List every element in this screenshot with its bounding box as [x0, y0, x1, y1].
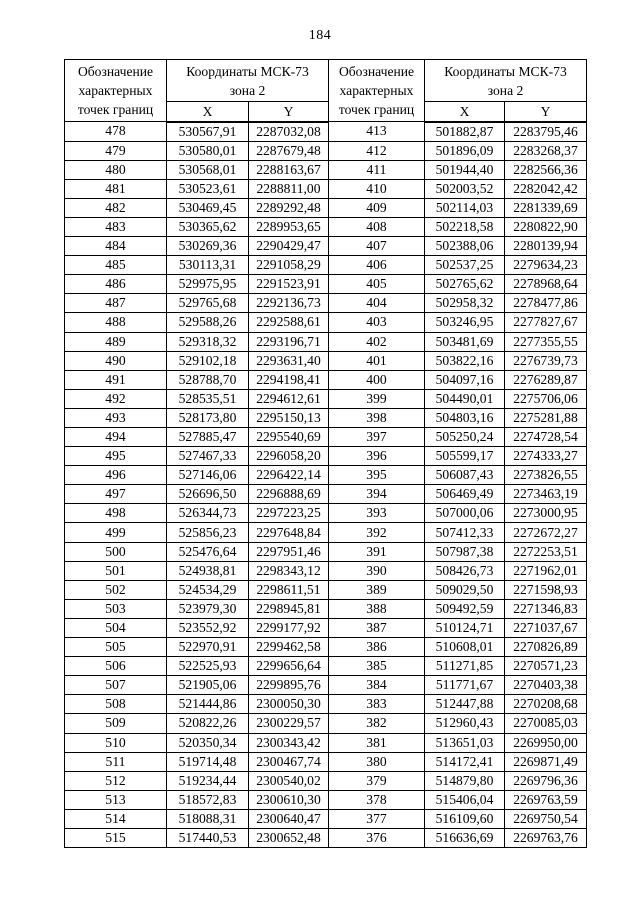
- y-value-left: 2297951,46: [249, 542, 329, 561]
- x-value-left: 530568,01: [167, 160, 249, 179]
- x-value-right: 502218,58: [425, 217, 505, 236]
- point-id-right: 401: [329, 351, 425, 370]
- y-value-right: 2281339,69: [505, 198, 587, 217]
- y-value-right: 2270826,89: [505, 638, 587, 657]
- x-value-left: 521905,06: [167, 676, 249, 695]
- y-value-left: 2300610,30: [249, 790, 329, 809]
- table-row: [65, 275, 587, 294]
- point-id-right: 398: [329, 408, 425, 427]
- point-id-right: 376: [329, 828, 425, 847]
- x-value-right: 502003,52: [425, 179, 505, 198]
- x-value-left: 530580,01: [167, 141, 249, 160]
- x-value-left: 529102,18: [167, 351, 249, 370]
- point-id-right: 407: [329, 237, 425, 256]
- y-value-left: 2296422,14: [249, 466, 329, 485]
- point-id-left: 510: [65, 733, 167, 752]
- x-value-right: 503481,69: [425, 332, 505, 351]
- y-value-right: 2272253,51: [505, 542, 587, 561]
- point-id-right: 400: [329, 370, 425, 389]
- y-value-left: 2293196,71: [249, 332, 329, 351]
- x-header-right: X: [425, 102, 505, 122]
- y-value-left: 2289292,48: [249, 198, 329, 217]
- table-row: [65, 485, 587, 504]
- table-row: [65, 542, 587, 561]
- table-row: [65, 256, 587, 275]
- y-value-right: 2274728,54: [505, 428, 587, 447]
- point-id-left: 511: [65, 752, 167, 771]
- y-value-right: 2278477,86: [505, 294, 587, 313]
- y-value-left: 2298343,12: [249, 561, 329, 580]
- point-id-left: 485: [65, 256, 167, 275]
- y-value-right: 2269871,49: [505, 752, 587, 771]
- x-value-right: 514879,80: [425, 771, 505, 790]
- point-id-left: 512: [65, 771, 167, 790]
- y-value-left: 2298611,51: [249, 580, 329, 599]
- point-id-right: 394: [329, 485, 425, 504]
- table-row: [65, 676, 587, 695]
- table-row: [65, 580, 587, 599]
- y-value-left: 2297223,25: [249, 504, 329, 523]
- y-value-right: 2283268,37: [505, 141, 587, 160]
- x-value-right: 502114,03: [425, 198, 505, 217]
- coordinates-table: [64, 59, 587, 848]
- point-id-right: 409: [329, 198, 425, 217]
- point-id-right: 402: [329, 332, 425, 351]
- point-id-right: 381: [329, 733, 425, 752]
- x-value-left: 524534,29: [167, 580, 249, 599]
- x-value-left: 526696,50: [167, 485, 249, 504]
- y-value-right: 2271962,01: [505, 561, 587, 580]
- x-value-right: 515406,04: [425, 790, 505, 809]
- x-value-right: 510608,01: [425, 638, 505, 657]
- x-value-left: 523979,30: [167, 599, 249, 618]
- x-value-left: 530113,31: [167, 256, 249, 275]
- y-value-right: 2276289,87: [505, 370, 587, 389]
- x-value-right: 508426,73: [425, 561, 505, 580]
- y-value-left: 2296058,20: [249, 447, 329, 466]
- point-id-left: 484: [65, 237, 167, 256]
- point-id-left: 497: [65, 485, 167, 504]
- point-id-right: 411: [329, 160, 425, 179]
- x-value-left: 530469,45: [167, 198, 249, 217]
- y-value-right: 2280822,90: [505, 217, 587, 236]
- table-row: [65, 198, 587, 217]
- header-line: Обозначение: [338, 64, 415, 79]
- x-value-left: 519714,48: [167, 752, 249, 771]
- x-value-left: 517440,53: [167, 828, 249, 847]
- point-id-right: 383: [329, 695, 425, 714]
- point-id-left: 481: [65, 179, 167, 198]
- x-value-right: 505250,24: [425, 428, 505, 447]
- point-id-right: 405: [329, 275, 425, 294]
- point-id-right: 393: [329, 504, 425, 523]
- x-value-right: 502388,06: [425, 237, 505, 256]
- y-value-right: 2283795,46: [505, 122, 587, 142]
- point-id-left: 513: [65, 790, 167, 809]
- header-line: зона 2: [487, 82, 524, 98]
- coord-group-header-right: [425, 60, 587, 102]
- point-id-right: 385: [329, 657, 425, 676]
- x-value-left: 522970,91: [167, 638, 249, 657]
- table-row: [65, 733, 587, 752]
- y-value-right: 2276739,73: [505, 351, 587, 370]
- y-value-left: 2299462,58: [249, 638, 329, 657]
- x-value-left: 526344,73: [167, 504, 249, 523]
- y-value-right: 2270571,23: [505, 657, 587, 676]
- x-value-right: 502537,25: [425, 256, 505, 275]
- y-value-right: 2273826,55: [505, 466, 587, 485]
- y-value-left: 2294612,61: [249, 389, 329, 408]
- y-header-right: Y: [505, 102, 587, 122]
- point-id-left: 498: [65, 504, 167, 523]
- y-value-right: 2269950,00: [505, 733, 587, 752]
- point-id-left: 480: [65, 160, 167, 179]
- header-line: характерных: [339, 83, 414, 98]
- point-id-right: 399: [329, 389, 425, 408]
- y-value-left: 2293631,40: [249, 351, 329, 370]
- point-id-right: 377: [329, 809, 425, 828]
- y-value-right: 2269796,36: [505, 771, 587, 790]
- table-row: [65, 447, 587, 466]
- y-value-left: 2294198,41: [249, 370, 329, 389]
- table-row: [65, 523, 587, 542]
- x-value-left: 525856,23: [167, 523, 249, 542]
- point-id-right: 382: [329, 714, 425, 733]
- y-value-right: 2271598,93: [505, 580, 587, 599]
- point-id-left: 489: [65, 332, 167, 351]
- x-value-right: 504490,01: [425, 389, 505, 408]
- header-line: точек границ: [77, 102, 154, 117]
- x-value-right: 505599,17: [425, 447, 505, 466]
- table-row: [65, 122, 587, 142]
- point-id-left: 488: [65, 313, 167, 332]
- x-value-left: 519234,44: [167, 771, 249, 790]
- table-row: [65, 141, 587, 160]
- y-value-right: 2269763,59: [505, 790, 587, 809]
- point-id-right: 391: [329, 542, 425, 561]
- point-id-right: 404: [329, 294, 425, 313]
- header-line: Координаты МСК-73: [444, 63, 567, 79]
- y-value-right: 2274333,27: [505, 447, 587, 466]
- y-value-left: 2300229,57: [249, 714, 329, 733]
- point-id-left: 505: [65, 638, 167, 657]
- x-value-left: 525476,64: [167, 542, 249, 561]
- point-id-left: 515: [65, 828, 167, 847]
- point-id-right: 379: [329, 771, 425, 790]
- point-id-right: 387: [329, 618, 425, 637]
- y-value-right: 2282566,36: [505, 160, 587, 179]
- y-value-right: 2279634,23: [505, 256, 587, 275]
- y-value-left: 2298945,81: [249, 599, 329, 618]
- point-id-left: 495: [65, 447, 167, 466]
- y-value-left: 2290429,47: [249, 237, 329, 256]
- x-value-right: 503822,16: [425, 351, 505, 370]
- y-value-right: 2270403,38: [505, 676, 587, 695]
- y-value-left: 2296888,69: [249, 485, 329, 504]
- y-value-left: 2295540,69: [249, 428, 329, 447]
- x-value-right: 512960,43: [425, 714, 505, 733]
- x-value-right: 502958,32: [425, 294, 505, 313]
- point-id-right: 388: [329, 599, 425, 618]
- x-value-left: 527146,06: [167, 466, 249, 485]
- y-value-right: 2272672,27: [505, 523, 587, 542]
- y-value-right: 2270208,68: [505, 695, 587, 714]
- y-value-left: 2300343,42: [249, 733, 329, 752]
- point-id-left: 491: [65, 370, 167, 389]
- x-value-right: 504097,16: [425, 370, 505, 389]
- y-value-right: 2277827,67: [505, 313, 587, 332]
- x-value-right: 507987,38: [425, 542, 505, 561]
- y-value-left: 2299656,64: [249, 657, 329, 676]
- point-id-left: 507: [65, 676, 167, 695]
- point-id-left: 500: [65, 542, 167, 561]
- y-value-left: 2287032,08: [249, 122, 329, 142]
- point-id-right: 390: [329, 561, 425, 580]
- point-id-left: 479: [65, 141, 167, 160]
- x-value-right: 503246,95: [425, 313, 505, 332]
- x-value-right: 510124,71: [425, 618, 505, 637]
- y-value-right: 2269750,54: [505, 809, 587, 828]
- point-id-left: 482: [65, 198, 167, 217]
- y-value-left: 2300540,02: [249, 771, 329, 790]
- x-value-left: 522525,93: [167, 657, 249, 676]
- point-id-right: 403: [329, 313, 425, 332]
- table-header: [65, 60, 587, 122]
- x-header-left: X: [167, 102, 249, 122]
- y-header-left: Y: [249, 102, 329, 122]
- x-value-left: 520350,34: [167, 733, 249, 752]
- table-row: [65, 389, 587, 408]
- x-value-left: 528173,80: [167, 408, 249, 427]
- y-value-right: 2277355,55: [505, 332, 587, 351]
- table-row: [65, 217, 587, 236]
- coord-group-header-left: [167, 60, 329, 102]
- table-row: [65, 294, 587, 313]
- y-value-left: 2300467,74: [249, 752, 329, 771]
- table-body: [65, 122, 587, 848]
- x-value-right: 514172,41: [425, 752, 505, 771]
- y-value-right: 2280139,94: [505, 237, 587, 256]
- y-value-left: 2295150,13: [249, 408, 329, 427]
- y-value-left: 2289953,65: [249, 217, 329, 236]
- y-value-right: 2273463,19: [505, 485, 587, 504]
- point-id-left: 504: [65, 618, 167, 637]
- point-id-right: 397: [329, 428, 425, 447]
- x-value-right: 511271,85: [425, 657, 505, 676]
- point-id-left: 493: [65, 408, 167, 427]
- point-id-right: 413: [329, 122, 425, 142]
- point-id-left: 502: [65, 580, 167, 599]
- x-value-right: 507000,06: [425, 504, 505, 523]
- table-row: [65, 313, 587, 332]
- point-id-left: 494: [65, 428, 167, 447]
- y-value-left: 2292136,73: [249, 294, 329, 313]
- y-value-left: 2288811,00: [249, 179, 329, 198]
- table-row: [65, 504, 587, 523]
- table-row: [65, 160, 587, 179]
- point-id-right: 410: [329, 179, 425, 198]
- point-id-left: 487: [65, 294, 167, 313]
- table-row: [65, 618, 587, 637]
- point-id-right: 384: [329, 676, 425, 695]
- x-value-right: 511771,67: [425, 676, 505, 695]
- point-label-header-right: [329, 60, 425, 122]
- point-id-right: 392: [329, 523, 425, 542]
- x-value-right: 501944,40: [425, 160, 505, 179]
- x-value-left: 529588,26: [167, 313, 249, 332]
- y-value-right: 2275281,88: [505, 408, 587, 427]
- y-value-left: 2291058,29: [249, 256, 329, 275]
- x-value-right: 504803,16: [425, 408, 505, 427]
- table-row: [65, 599, 587, 618]
- x-value-left: 529318,32: [167, 332, 249, 351]
- point-id-left: 483: [65, 217, 167, 236]
- table-row: [65, 179, 587, 198]
- point-id-left: 496: [65, 466, 167, 485]
- x-value-left: 530567,91: [167, 122, 249, 142]
- point-id-right: 380: [329, 752, 425, 771]
- x-value-left: 518572,83: [167, 790, 249, 809]
- table-row: [65, 714, 587, 733]
- header-line: характерных: [78, 83, 153, 98]
- x-value-left: 529975,95: [167, 275, 249, 294]
- table-row: [65, 771, 587, 790]
- point-id-right: 396: [329, 447, 425, 466]
- x-value-right: 501882,87: [425, 122, 505, 142]
- y-value-right: 2282042,42: [505, 179, 587, 198]
- x-value-right: 509029,50: [425, 580, 505, 599]
- table-row: [65, 428, 587, 447]
- y-value-right: 2273000,95: [505, 504, 587, 523]
- y-value-left: 2300050,30: [249, 695, 329, 714]
- point-id-left: 499: [65, 523, 167, 542]
- x-value-left: 524938,81: [167, 561, 249, 580]
- x-value-left: 520822,26: [167, 714, 249, 733]
- x-value-right: 512447,88: [425, 695, 505, 714]
- point-id-right: 406: [329, 256, 425, 275]
- y-value-left: 2300652,48: [249, 828, 329, 847]
- point-id-right: 389: [329, 580, 425, 599]
- point-id-left: 503: [65, 599, 167, 618]
- y-value-right: 2271346,83: [505, 599, 587, 618]
- y-value-right: 2275706,06: [505, 389, 587, 408]
- table-row: [65, 561, 587, 580]
- page-number: 184: [308, 28, 332, 43]
- x-value-left: 530523,61: [167, 179, 249, 198]
- point-id-right: 412: [329, 141, 425, 160]
- table-row: [65, 828, 587, 847]
- point-id-left: 501: [65, 561, 167, 580]
- y-value-left: 2291523,91: [249, 275, 329, 294]
- x-value-left: 529765,68: [167, 294, 249, 313]
- x-value-right: 506469,49: [425, 485, 505, 504]
- x-value-left: 521444,86: [167, 695, 249, 714]
- table-row: [65, 370, 587, 389]
- point-id-left: 478: [65, 122, 167, 142]
- table-row: [65, 638, 587, 657]
- header-line: Обозначение: [77, 64, 154, 79]
- y-value-left: 2287679,48: [249, 141, 329, 160]
- header-line: зона 2: [229, 82, 266, 98]
- x-value-left: 530269,36: [167, 237, 249, 256]
- point-id-left: 508: [65, 695, 167, 714]
- table-row: [65, 351, 587, 370]
- table-row: [65, 657, 587, 676]
- y-value-left: 2299895,76: [249, 676, 329, 695]
- y-value-left: 2288163,67: [249, 160, 329, 179]
- table-row: [65, 237, 587, 256]
- x-value-left: 528788,70: [167, 370, 249, 389]
- x-value-left: 527467,33: [167, 447, 249, 466]
- x-value-right: 516109,60: [425, 809, 505, 828]
- table-row: [65, 332, 587, 351]
- point-id-left: 506: [65, 657, 167, 676]
- x-value-left: 530365,62: [167, 217, 249, 236]
- y-value-right: 2271037,67: [505, 618, 587, 637]
- y-value-left: 2299177,92: [249, 618, 329, 637]
- table-row: [65, 809, 587, 828]
- x-value-left: 527885,47: [167, 428, 249, 447]
- x-value-left: 523552,92: [167, 618, 249, 637]
- point-id-left: 492: [65, 389, 167, 408]
- table-row: [65, 790, 587, 809]
- x-value-right: 516636,69: [425, 828, 505, 847]
- table-row: [65, 466, 587, 485]
- point-id-left: 509: [65, 714, 167, 733]
- y-value-right: 2278968,64: [505, 275, 587, 294]
- x-value-left: 528535,51: [167, 389, 249, 408]
- table-row: [65, 752, 587, 771]
- table-row: [65, 695, 587, 714]
- x-value-right: 501896,09: [425, 141, 505, 160]
- y-value-left: 2300640,47: [249, 809, 329, 828]
- point-id-right: 408: [329, 217, 425, 236]
- x-value-right: 507412,33: [425, 523, 505, 542]
- point-id-left: 490: [65, 351, 167, 370]
- point-id-right: 386: [329, 638, 425, 657]
- table-row: [65, 408, 587, 427]
- y-value-left: 2297648,84: [249, 523, 329, 542]
- header-line: Координаты МСК-73: [186, 63, 309, 79]
- y-value-right: 2269763,76: [505, 828, 587, 847]
- point-id-left: 514: [65, 809, 167, 828]
- header-line: точек границ: [338, 102, 415, 117]
- x-value-right: 502765,62: [425, 275, 505, 294]
- y-value-right: 2270085,03: [505, 714, 587, 733]
- point-id-right: 395: [329, 466, 425, 485]
- point-id-left: 486: [65, 275, 167, 294]
- x-value-right: 506087,43: [425, 466, 505, 485]
- point-label-header-left: [65, 60, 167, 122]
- x-value-right: 509492,59: [425, 599, 505, 618]
- x-value-right: 513651,03: [425, 733, 505, 752]
- x-value-left: 518088,31: [167, 809, 249, 828]
- y-value-left: 2292588,61: [249, 313, 329, 332]
- point-id-right: 378: [329, 790, 425, 809]
